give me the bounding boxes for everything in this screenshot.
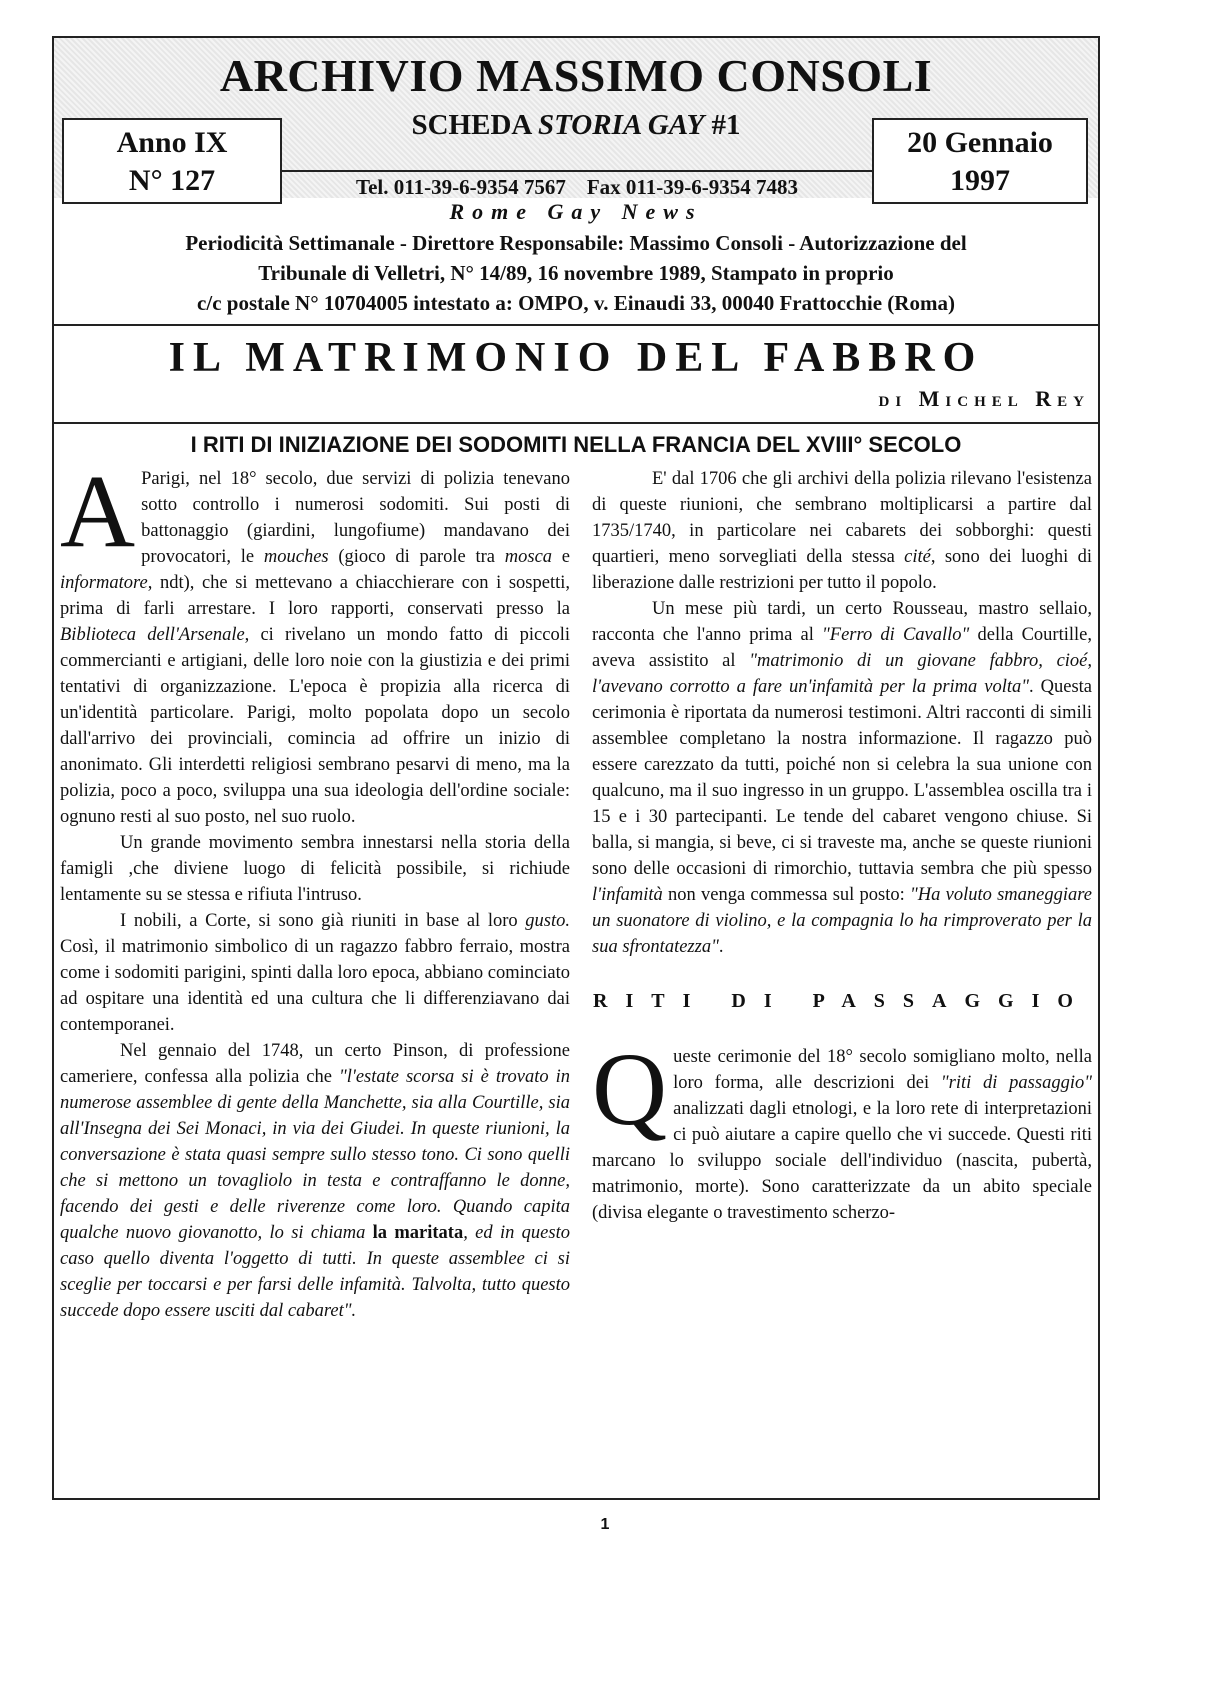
text-run: gusto. (525, 911, 570, 931)
text-run: . Questa cerimonia è riportata da numerosi testimoni. Altri racconti di simili assemblee completano la nostra informazione. Il ragazzo può essere carezzato da tutti, poiché non si celebra la sua unione con qualcuno, ma il suo ingresso in un gruppo. L'assemblea oscilla tra i 15 e i 30 partecipanti. Le tende del cabaret vengono chiuse. Si balla, si mangia, si beve, ci si traveste ma, anche se queste riunioni sono delle occasioni di rimorchio, tuttavia sembra che più spesso (592, 677, 1092, 879)
column-left (60, 466, 570, 1476)
text-run: Così, il matrimonio simbolico di un ragazzo fabbro ferraio, mostra come i sodomiti parigini, spinti dalla loro epoca, abbiano cominciato ad ospitare una identità ed una cultura che li differenziavano dai contemporanei. (60, 937, 570, 1035)
date-box (872, 118, 1088, 204)
dropcap-a: A (60, 466, 136, 569)
text-run: analizzati dagli etnologi, e la loro rete di interpretazioni ci può aiutare a capire quello che vi succede. Questi riti marcano lo sviluppo sociale dell'individuo (nascita, pubertà, matrimonio, morte). Sono caratterizzate da un abito speciale (divisa elegante o travestimento scherzo- (592, 1099, 1092, 1223)
issue-date-year: 1997 (950, 164, 1010, 197)
text-run: non venga commessa sul posto: (662, 885, 911, 905)
divider (54, 422, 1098, 424)
text-run: , sono dei luoghi di liberazione dalle restrizioni per tutto il popolo. (592, 547, 1092, 593)
text-run: "Ferro di Cavallo" (822, 625, 970, 645)
text-run: cité (904, 547, 931, 567)
text-run: Un mese più tardi, un certo Rousseau, mastro sellaio, racconta che l'anno prima al (592, 599, 1092, 645)
dropcap-q: Q (592, 1032, 668, 1147)
text-run: la maritata (372, 1223, 464, 1243)
text-run: "Ha voluto smaneggiare un suonatore di violino, e la compagnia lo ha rimproverato per la sua sfrontatezza" (592, 885, 1092, 957)
issue-date-day: 20 Gennaio (907, 126, 1053, 159)
text-run: I nobili, a Corte, si sono già riuniti in base al loro (120, 911, 526, 931)
publication-line-1: Periodicità Settimanale - Direttore Responsabile: Massimo Consoli - Autorizzazione del (185, 231, 967, 255)
paragraph-1 (60, 466, 570, 830)
text-run: . (718, 937, 724, 957)
column-right (592, 466, 1092, 1476)
page-number: 1 (600, 1516, 610, 1533)
issue-box (62, 118, 282, 204)
text-run: "matrimonio di un giovane fabbro, cioé, l'avevano corrotto a fare un'infamità per la prima volta" (592, 651, 1092, 697)
text-run: (gioco di parole tra (328, 547, 505, 567)
text-run: Biblioteca dell'Arsenale (60, 625, 245, 645)
article-headline: IL MATRIMONIO DEL FABBRO (168, 335, 984, 381)
issue-year: Anno IX (116, 126, 228, 159)
contacts-line: Tel. 011-39-6-9354 7567 Fax 011-39-6-9354 7483 (282, 170, 872, 200)
publication-line-2: Tribunale di Velletri, N° 14/89, 16 novembre 1989, Stampato in proprio (258, 261, 894, 285)
paragraph-6 (592, 596, 1092, 960)
scheda-prefix: SCHEDA (411, 109, 538, 141)
text-run: Parigi, nel 18° secolo, due servizi di polizia tenevano sotto controllo i numerosi sodomiti. Sui posti di battonaggio (giardini, lungofiume) mandavano dei provocatori, le (141, 469, 570, 567)
text-run: , ed in questo caso quello diventa l'oggetto di tutti. In queste assemblee ci si sceglie per toccarsi e per farsi delle infamità. Talvolta, tutto questo succede dopo essere usciti dal cabaret". (60, 1223, 570, 1321)
paragraph-3 (60, 908, 570, 1038)
paragraph-2: Un grande movimento sembra innestarsi nella storia della famigli ,che diviene luogo di felicità possibile, si richiude lentamente su se stessa e rifiuta l'intruso. (60, 833, 570, 905)
text-run: della Courtille, aveva assistito al (592, 625, 1092, 671)
text-run: , ndt), che si mettevano a chiacchierare con i sospetti, prima di farli arrestare. I loro rapporti, conservati presso la (60, 573, 570, 619)
publication-info (54, 228, 1098, 318)
text-run: e (552, 547, 570, 567)
archive-title: ARCHIVIO MASSIMO CONSOLI (219, 50, 933, 101)
page-frame (52, 36, 1100, 1500)
section-title: RITI DI PASSAGGIO (593, 990, 1091, 1012)
subtitle: Rome Gay News (449, 199, 703, 224)
text-run: l'infamità (592, 885, 663, 905)
publication-line-3: c/c postale N° 10704005 intestato a: OMPO, v. Einaudi 33, 00040 Frattocchie (Roma) (197, 291, 955, 315)
issue-number: N° 127 (128, 164, 216, 197)
text-run: informatore (60, 573, 148, 593)
masthead (54, 38, 1098, 326)
article-subhead: I RITI DI INIZIAZIONE DEI SODOMITI NELLA FRANCIA DEL XVIII° SECOLO (190, 432, 962, 457)
paragraph-4 (60, 1038, 570, 1324)
text-run: "l'estate scorsa si è trovato in numerose assemblee di gente della Manchette, sia alla Courtille, sia all'Insegna dei Sei Monaci, in via dei Giudei. In queste riunioni, la conversazione è stata quasi sempre sullo stesso tono. Ci sono quelli che si mettono un tovagliolo in testa e contraffanno le donne, facendo dei gesti e delle riverenze come loro. Quando capita qualche nuovo giovanotto, lo si chiama (60, 1067, 570, 1243)
text-run: Nel gennaio del 1748, un certo Pinson, di professione cameriere, confessa alla polizia che (60, 1041, 570, 1087)
scheda-suffix: #1 (704, 109, 741, 141)
text-run: ueste cerimonie del 18° secolo somigliano molto, nella loro forma, alle descrizioni dei (673, 1047, 1092, 1093)
text-run: "riti di passaggio" (940, 1073, 1092, 1093)
scheda-italic: STORIA GAY (537, 109, 705, 141)
text-run: mosca (504, 547, 553, 567)
paragraph-5 (592, 466, 1092, 596)
text-run: mouches (263, 547, 329, 567)
text-run: , ci rivelano un mondo fatto di piccoli commercianti e artigiani, delle loro noie con la giustizia e dei primi tentativi di organizzazione. L'epoca è propizia alla ricerca di un'identità particolare. Parigi, molto popolata dopo un secolo dall'arrivo dei provinciali, comincia ad offrire un inizio di anonimato. Gli interdetti religiosi sembrano pesarvi di meno, ma la polizia, poco a poco, sviluppa una sua ideologia dell'ordine sociale: ognuno resti al suo posto, nel suo ruolo. (60, 625, 570, 827)
article-byline: di Michel Rey (878, 386, 1090, 411)
paragraph-7 (592, 1032, 1092, 1226)
text-run: E' dal 1706 che gli archivi della polizia rilevano l'esistenza di queste riunioni, che sembrano moltiplicarsi a partire dal 1735/1740, in particolare nei cabarets dei sobborghi: questi quartieri, meno sorvegliati della stessa (592, 469, 1092, 567)
